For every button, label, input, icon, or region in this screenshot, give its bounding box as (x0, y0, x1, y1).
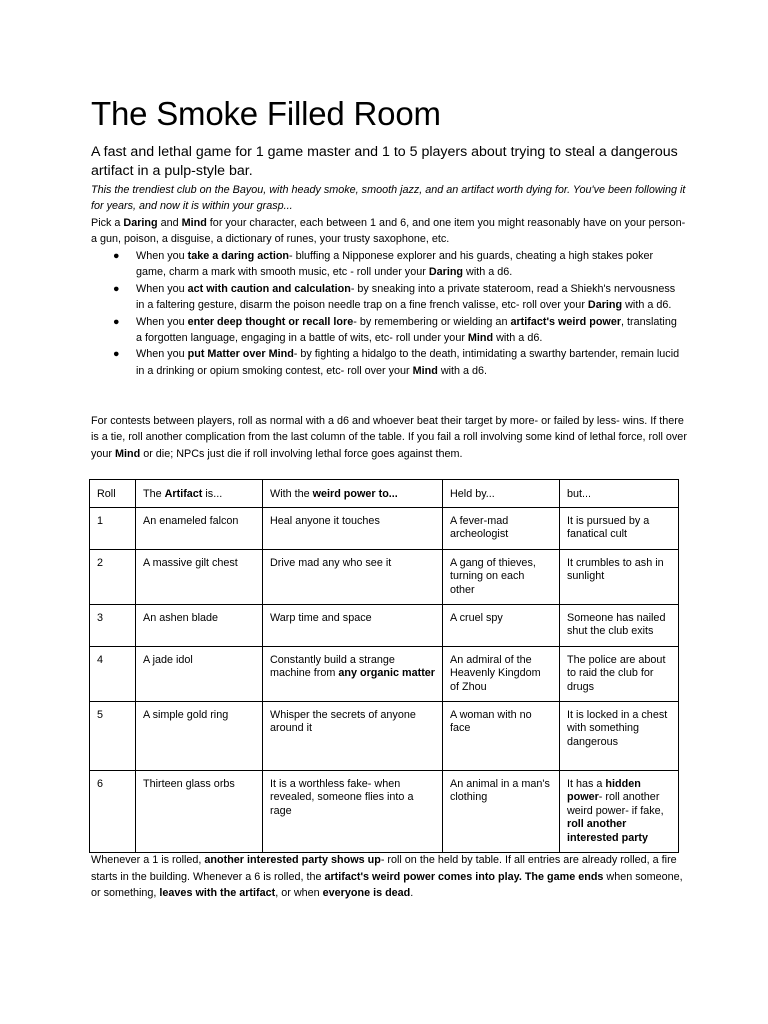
bullet-icon: ● (113, 250, 120, 262)
bold-run: Mind (467, 332, 494, 345)
bold-run: act with caution and calculation (187, 282, 351, 295)
cell-weird-power: Whisper the secrets of anyone around it (263, 701, 443, 770)
table-row (90, 604, 679, 646)
text-run: - bluffing a Nipponese explorer and his guards, cheating a high stakes poker game, charm a mark with smooth music, etc - roll under your (136, 250, 654, 279)
text-run: When you (136, 348, 188, 361)
table-row (90, 646, 679, 701)
cell-roll: 6 (90, 770, 136, 852)
cell-held-by: An admiral of the Heavenly Kingdom of Zhou (443, 646, 560, 701)
text-run: - by remembering or wielding an (353, 315, 511, 328)
cell-weird-power: Heal anyone it touches (263, 507, 443, 549)
text-run: with a d6. (493, 332, 543, 345)
document-title: The Smoke Filled Room (91, 95, 441, 132)
text-run: , or when (275, 887, 323, 900)
bold-run: Daring (428, 266, 464, 279)
table-header-row (90, 480, 679, 508)
text-run: When you (136, 282, 188, 295)
cell-weird-power: Drive mad any who see it (263, 549, 443, 604)
bold-run: weird power to... (312, 488, 398, 500)
header-but: but... (560, 480, 679, 508)
text-run: With the (270, 488, 313, 500)
text-run: Constantly build a strange machine from (270, 653, 395, 680)
header-weird-power (263, 480, 443, 508)
cell-but: It is pursued by a fanatical cult (560, 507, 679, 549)
text-run: when someone, or something, (91, 870, 683, 900)
text-run: and (157, 217, 182, 229)
contests-paragraph (91, 413, 691, 462)
bold-run: Artifact (164, 488, 203, 500)
text-run: , translating a forgotten language, engaging in a battle of wits, etc- roll under your (136, 315, 677, 345)
bold-run: any organic matter (338, 667, 436, 680)
endgame-rules-paragraph (91, 852, 691, 902)
action-rules-list (91, 248, 681, 379)
text-run: - by sneaking into a private stateroom, read a Shiekh's nervousness in a faltering gesture, disarm the poison needle trap on a fine french valisse, etc- roll over your (136, 282, 676, 312)
cell-artifact: A simple gold ring (136, 701, 263, 770)
table-row (90, 701, 679, 770)
table-row (90, 507, 679, 549)
text-run: Pick a (91, 217, 124, 229)
bold-run: another interested party shows up (204, 854, 381, 866)
cell-roll: 3 (90, 604, 136, 646)
roll-table (89, 479, 679, 853)
text-run: - by fighting a hidalgo to the death, intimidating a swarthy bartender, remain lucid in a drinking or opium smoking contest, etc- roll over your (136, 348, 680, 377)
list-item (91, 281, 681, 314)
cell-weird-power (263, 646, 443, 701)
text-run: is... (202, 488, 223, 500)
cell-artifact: A massive gilt chest (136, 549, 263, 604)
bold-run: Daring (123, 217, 158, 229)
character-creation-paragraph (91, 215, 691, 248)
bold-run: Mind (412, 364, 438, 377)
bold-run: leaves with the artifact (159, 887, 276, 900)
cell-roll: 1 (90, 507, 136, 549)
cell-weird-power: It is a worthless fake- when revealed, someone flies into a rage (263, 770, 443, 852)
cell-artifact: An enameled falcon (136, 507, 263, 549)
cell-but: The police are about to raid the club for drugs (560, 646, 679, 701)
cell-but (560, 770, 679, 852)
cell-held-by: A fever-mad archeologist (443, 507, 560, 549)
list-item (91, 248, 681, 281)
bold-run: Mind (181, 217, 207, 229)
bullet-icon: ● (113, 315, 120, 328)
bold-run: Daring (587, 299, 623, 312)
text-run: or die; NPCs just die if roll involving lethal force goes against them. (140, 447, 463, 460)
cell-weird-power: Warp time and space (263, 604, 443, 646)
cell-held-by: A gang of thieves, turning on each other (443, 549, 560, 604)
cell-held-by: A woman with no face (443, 701, 560, 770)
bold-run: artifact's weird power (510, 315, 622, 328)
document-subtitle: A fast and lethal game for 1 game master and 1 to 5 players about trying to steal a dangerous artifact in a pulp-style bar. (91, 144, 678, 179)
text-run: For contests between players, roll as normal with a d6 and whoever beat their target by more- or failed by less- wins. If there is a tie, roll another complication from the last column of the table. If you fail a roll involving some kind of lethal force, roll over your (91, 415, 687, 460)
cell-but: It crumbles to ash in sunlight (560, 549, 679, 604)
text-run: The (143, 488, 165, 500)
text-run: - roll on the held by table. If all entries are already rolled, a fire starts in the building. Whenever a 6 is rolled, the (91, 854, 677, 883)
cell-roll: 2 (90, 549, 136, 604)
bold-run: everyone is dead (322, 887, 411, 900)
cell-roll: 5 (90, 701, 136, 770)
header-artifact (136, 480, 263, 508)
text-run: It has a (567, 777, 606, 790)
table-row (90, 549, 679, 604)
text-run: - roll another weird power- if fake, (567, 791, 664, 817)
text-run: . (410, 887, 414, 900)
intro-flavor-text: This the trendiest club on the Bayou, with heady smoke, smooth jazz, and an artifact worth dying for. You've been following it for years, and now it is within your grasp... (91, 184, 686, 213)
header-roll: Roll (90, 480, 136, 508)
cell-artifact: An ashen blade (136, 604, 263, 646)
bold-run: take a daring action (187, 250, 290, 262)
bold-run: hidden power (567, 777, 641, 804)
bold-run: Mind (115, 447, 141, 460)
cell-held-by: An animal in a man's clothing (443, 770, 560, 852)
bullet-icon: ● (113, 282, 120, 295)
cell-artifact: A jade idol (136, 646, 263, 701)
text-run: When you (136, 250, 188, 262)
cell-but: Someone has nailed shut the club exits (560, 604, 679, 646)
bold-run: enter deep thought or recall lore (187, 315, 354, 328)
text-run: with a d6. (437, 364, 488, 377)
text-run: Whenever a 1 is rolled, (91, 854, 205, 866)
table-row (90, 770, 679, 852)
text-run: When you (136, 315, 188, 328)
cell-roll: 4 (90, 646, 136, 701)
list-item (91, 314, 681, 347)
header-held-by: Held by... (443, 480, 560, 508)
list-item (91, 346, 681, 379)
cell-artifact: Thirteen glass orbs (136, 770, 263, 852)
text-run: with a d6. (622, 299, 672, 312)
bold-run: put Matter over Mind (187, 348, 294, 361)
bullet-icon: ● (113, 348, 120, 361)
text-run: for your character, each between 1 and 6, and one item you might reasonably have on your person- a gun, poison, a disguise, a dictionary of runes, your trusty saxophone, etc. (91, 217, 686, 246)
text-run: with a d6. (463, 266, 513, 279)
bold-run: roll another interested party (567, 818, 649, 844)
bold-run: artifact's weird power comes into play. The game ends (324, 870, 604, 883)
cell-but: It is locked in a chest with something dangerous (560, 701, 679, 770)
cell-held-by: A cruel spy (443, 604, 560, 646)
